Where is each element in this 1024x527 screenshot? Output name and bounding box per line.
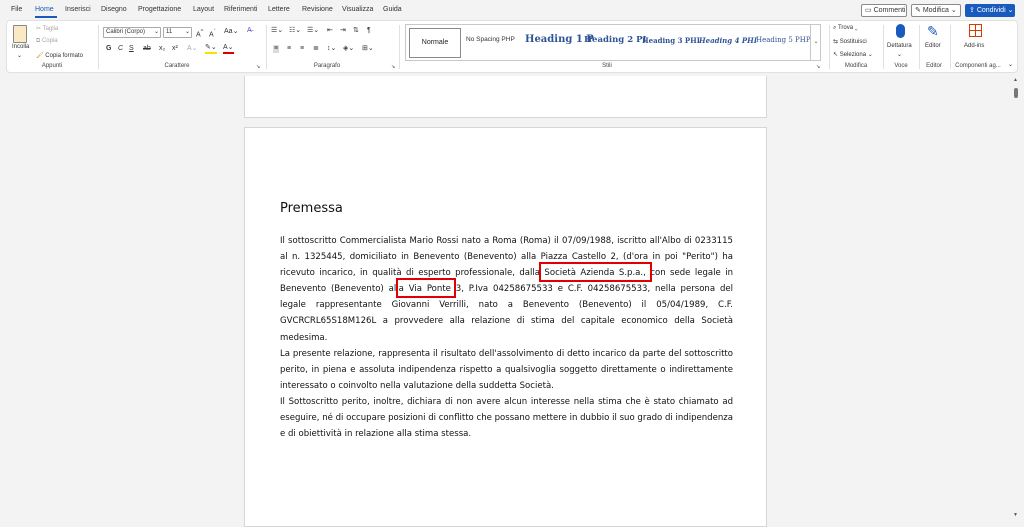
font-name-combo[interactable] xyxy=(103,27,161,38)
format-painter-button[interactable] xyxy=(36,52,83,59)
replace-label: Sostituisci xyxy=(839,39,867,45)
align-left-button[interactable]: ≡ xyxy=(274,45,279,52)
scroll-down-icon[interactable]: ▼ xyxy=(1013,512,1018,518)
add-ins-button[interactable]: Add-ins xyxy=(964,43,985,49)
group-label-voice: Voce xyxy=(894,63,908,69)
paragraph-3[interactable]: Il Sottoscritto perito, inoltre, dichiara di non avere alcun interesse nella stima che è stato chiamato ad eseguire, né di occupare posizioni di conflitto che possano mettere in dubbio il suo grado di indipendenza e di obiettività in relazione alla stima stessa. xyxy=(280,396,733,440)
justify-button[interactable]: ≣ xyxy=(313,45,319,52)
italic-button[interactable]: C xyxy=(118,45,124,52)
format-painter-label: Copia formato xyxy=(45,53,83,59)
bullets-button[interactable]: ☰⌄ xyxy=(271,27,284,34)
search-icon: ⌕ xyxy=(833,25,837,31)
styles-more-button[interactable] xyxy=(810,24,821,61)
tab-revisione[interactable]: Revisione xyxy=(302,6,333,13)
cut-label: Taglia xyxy=(42,26,59,32)
cursor-icon: ↖ xyxy=(833,52,839,58)
group-label-clipboard: Appunti xyxy=(41,63,63,69)
group-label-paragraph: Paragrafo xyxy=(313,63,341,69)
chevron-down-icon: ⌄ xyxy=(813,39,819,45)
paragraph-1[interactable]: Il sottoscritto Commercialista Mario Rossi nato a Roma (Roma) il 07/09/1988, iscritto all'Albo di 0233115 al n. 1325445, domiciliato in Benevento (Benevento) alla Piazza Castello 2, (d'ora in poi "Perito") ha ricevuto incarico, in qualità di esperto professionale, dalla Società Azienda S.p.a., con sede legale in Benevento (Benevento) alla Via Ponte 3, P.Iva 04258675533 e C.F. 04258675533, nella persona del legale rappresentante Giovanni Verrilli, nato a Benevento (Benevento) il 05/04/1989, C.F. GVCRCRL65S18M126L a provvedere alla relazione di stima del capitale economico della Società medesima. xyxy=(280,236,733,343)
pencil-icon: ✎ xyxy=(915,7,921,14)
previous-page xyxy=(244,76,767,118)
style-heading-4[interactable]: Heading 4 PHI xyxy=(699,36,758,45)
clear-formatting-icon[interactable]: A̶ xyxy=(247,27,252,34)
paragraph-dialog-launcher-icon[interactable]: ↘ xyxy=(391,64,396,70)
group-label-editing: Modifica xyxy=(844,63,868,69)
scroll-up-icon[interactable]: ▲ xyxy=(1013,77,1018,83)
chevron-down-icon: ⌄ xyxy=(184,29,190,35)
font-size-value: 11 xyxy=(166,29,173,35)
text-effects-icon[interactable]: A⌄ xyxy=(187,45,198,52)
edit-mode-label: Modifica xyxy=(922,7,949,14)
chevron-down-icon[interactable]: ⌄ xyxy=(897,52,903,58)
tab-progettazione[interactable]: Progettazione xyxy=(138,6,182,13)
style-heading-2[interactable]: Heading 2 PI xyxy=(584,35,647,45)
select-label: Seleziona xyxy=(839,52,867,58)
chevron-down-icon[interactable]: ⌄ xyxy=(17,53,23,59)
tab-lettere[interactable]: Lettere xyxy=(268,6,290,13)
font-name-value: Calibri (Corpo) xyxy=(106,29,146,35)
style-no-spacing[interactable]: No Spacing PHP xyxy=(466,36,515,43)
highlight-box-company xyxy=(539,262,652,282)
increase-indent-button[interactable]: ⇥ xyxy=(340,27,346,34)
group-label-font: Carattere xyxy=(164,63,190,69)
comments-label: Commenti xyxy=(873,7,906,14)
pilcrow-icon[interactable]: ¶ xyxy=(367,27,371,34)
shrink-font-button[interactable]: $A^ˇ$ xyxy=(209,29,216,39)
highlight-box-address xyxy=(396,278,456,298)
document-heading[interactable]: Premessa xyxy=(280,201,343,216)
bold-button[interactable]: G xyxy=(106,45,112,52)
cut-button[interactable]: ✂ Taglia xyxy=(36,26,59,32)
find-button[interactable]: ⌕ Trova ⌄ xyxy=(833,25,858,31)
ribbon-tabs xyxy=(0,0,1024,20)
find-label: Trova xyxy=(837,25,854,31)
paste-button[interactable]: Incolla xyxy=(12,44,30,50)
brush-icon: 🖌 xyxy=(36,53,44,59)
tab-layout[interactable]: Layout xyxy=(193,6,215,13)
ribbon-separator xyxy=(399,25,400,69)
share-icon: ⇪ xyxy=(969,7,975,14)
tab-riferimenti[interactable]: Riferimenti xyxy=(224,6,258,13)
underline-button[interactable]: S xyxy=(129,45,134,52)
superscript-button[interactable]: x² xyxy=(172,45,178,52)
multilevel-list-button[interactable]: ☰⌄ xyxy=(307,27,320,34)
copy-label: Copia xyxy=(41,38,58,44)
style-heading-1[interactable]: Heading 1 P xyxy=(525,34,594,45)
change-case-label: Aa xyxy=(224,28,233,35)
comments-button[interactable] xyxy=(861,4,907,17)
replace-button[interactable] xyxy=(833,38,867,45)
numbering-button[interactable]: ☷⌄ xyxy=(289,27,302,34)
styles-dialog-launcher-icon[interactable]: ↘ xyxy=(816,64,821,70)
highlight-color-icon[interactable]: ✎⌄ xyxy=(205,44,217,54)
ribbon-separator xyxy=(919,25,920,69)
scrollbar-thumb[interactable] xyxy=(1014,88,1018,98)
tab-visualizza[interactable]: Visualizza xyxy=(342,6,374,13)
ribbon xyxy=(6,20,1018,73)
tab-disegno[interactable]: Disegno xyxy=(101,6,127,13)
paste-icon[interactable] xyxy=(13,25,27,43)
ribbon-separator xyxy=(829,25,830,69)
borders-icon[interactable]: ⊞⌄ xyxy=(362,45,374,52)
ribbon-separator xyxy=(266,25,267,69)
group-label-editor: Editor xyxy=(926,63,942,69)
grow-font-button[interactable]: A^ xyxy=(196,29,204,39)
edit-mode-button[interactable] xyxy=(911,4,961,17)
copy-button[interactable]: ⧉ Copia xyxy=(36,38,58,44)
chevron-down-icon: ⌄ xyxy=(1007,7,1014,14)
change-case-button[interactable]: Aa⌄ xyxy=(224,28,239,35)
select-button[interactable]: ↖ Seleziona ⌄ xyxy=(833,52,873,58)
chevron-down-icon: ⌄ xyxy=(950,7,957,14)
tab-inserisci[interactable]: Inserisci xyxy=(65,6,91,13)
group-label-addins: Componenti ag... xyxy=(955,63,1001,69)
sort-button[interactable]: ⇅ xyxy=(353,27,359,34)
align-right-button[interactable]: ≡ xyxy=(300,45,305,52)
style-heading-3[interactable]: Heading 3 PHI xyxy=(642,36,701,45)
active-tab-indicator xyxy=(35,16,57,18)
paragraph-2[interactable]: La presente relazione, rappresenta il risultato dell'assolvimento di detto incarico da parte del sottoscritto perito, in piena e assoluta indipendenza rispetto a qualsivoglia soggetto direttamente o indirettamente interessato o coinvolto nella valutazione della suddetta Società. xyxy=(280,348,733,391)
tab-file[interactable]: File xyxy=(11,6,23,13)
editor-icon[interactable]: ✎ xyxy=(927,23,939,39)
decrease-indent-button[interactable]: ⇤ xyxy=(327,27,333,34)
share-button[interactable] xyxy=(965,4,1015,17)
shading-icon[interactable]: ◈⌄ xyxy=(343,45,355,52)
line-spacing-button[interactable]: ↕⌄ xyxy=(327,45,337,52)
font-dialog-launcher-icon[interactable]: ↘ xyxy=(256,64,261,70)
comment-icon: ▭ xyxy=(865,7,872,14)
add-ins-icon[interactable] xyxy=(969,24,982,37)
replace-icon: ⇆ xyxy=(833,39,839,45)
style-normal[interactable]: Normale xyxy=(409,28,461,58)
chevron-down-icon: ⌄ xyxy=(153,29,159,35)
ribbon-separator xyxy=(98,25,99,69)
editor-button[interactable]: Editor xyxy=(925,43,941,49)
font-size-combo[interactable] xyxy=(163,27,192,38)
ribbon-separator xyxy=(883,25,884,69)
dictate-button[interactable]: Dettatura xyxy=(887,43,912,49)
group-label-styles: Stili xyxy=(602,63,612,69)
tab-guida[interactable]: Guida xyxy=(383,6,402,13)
collapse-ribbon-icon[interactable]: ⌄ xyxy=(1008,62,1014,68)
font-color-icon[interactable]: A⌄ xyxy=(223,44,234,54)
share-label: Condividi xyxy=(976,7,1006,14)
vertical-scrollbar[interactable] xyxy=(1012,76,1024,520)
ribbon-separator xyxy=(950,25,951,69)
document-body[interactable] xyxy=(280,233,733,442)
subscript-button[interactable]: x₂ xyxy=(159,45,166,52)
styles-gallery xyxy=(405,24,821,61)
style-heading-5[interactable]: Heading 5 PHP xyxy=(756,36,811,44)
strikethrough-button[interactable]: ab xyxy=(143,45,151,52)
tab-home[interactable]: Home xyxy=(35,6,54,13)
microphone-icon[interactable] xyxy=(896,24,905,38)
align-center-button[interactable]: ≡ xyxy=(287,45,292,52)
